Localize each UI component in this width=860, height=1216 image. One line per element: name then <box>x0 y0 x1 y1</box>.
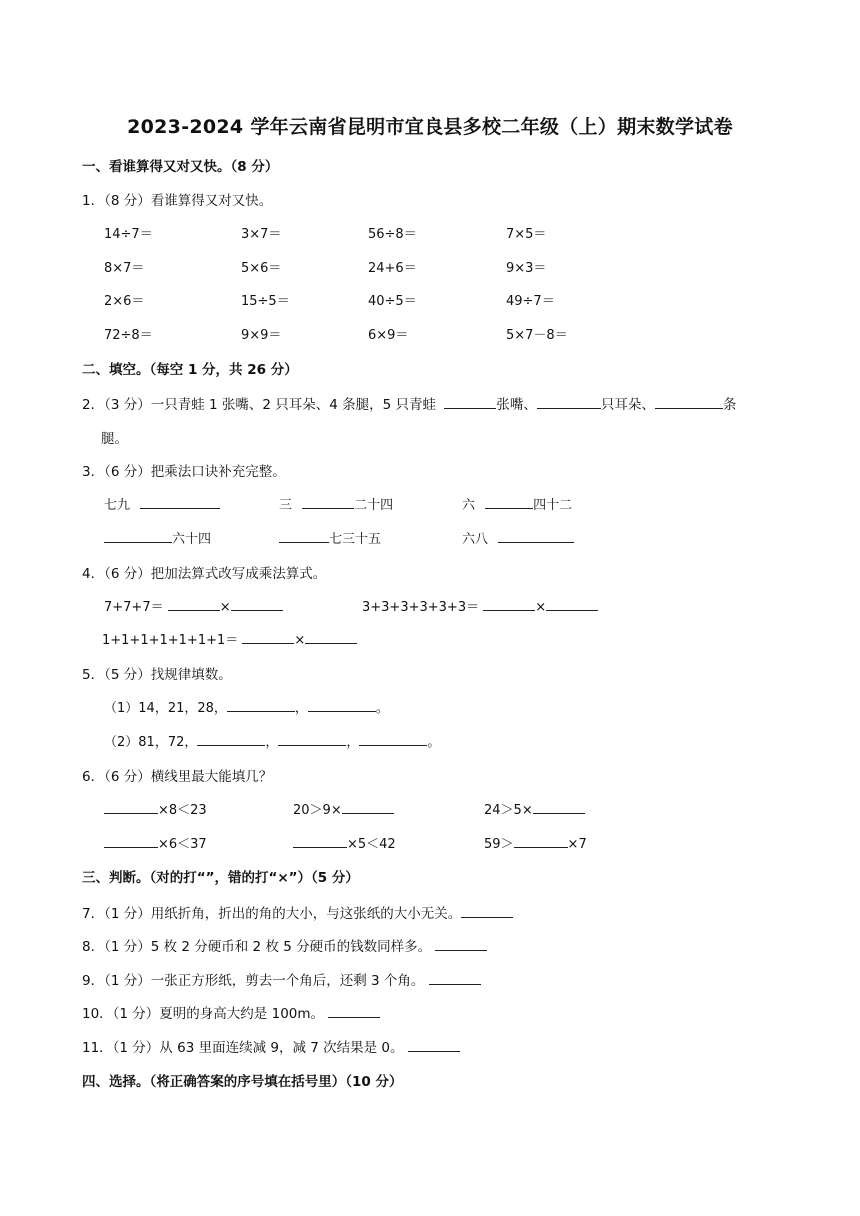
answer-blank[interactable] <box>104 835 158 848</box>
section-3-heading: 三、判断。（对的打“”，错的打“×”）（5 分） <box>82 870 359 886</box>
expression-text: 7+7+7＝ <box>104 600 164 615</box>
times-sign: × <box>294 633 306 648</box>
calc-item: 3×7＝ <box>241 227 282 242</box>
calc-item: 9×9＝ <box>241 328 282 343</box>
judge-question <box>82 1036 460 1056</box>
question-2 <box>82 393 736 413</box>
inequality-text: 24＞5× <box>484 803 533 818</box>
sequence-2 <box>104 731 440 750</box>
question-2-stem: 2．（3 分）一只青蛙 1 张嘴、2 只耳朵、4 条腿，5 只青蛙 <box>82 397 437 413</box>
calc-item: 24+6＝ <box>368 261 417 276</box>
comma: ， <box>265 735 279 750</box>
rhyme-text: 六 <box>462 498 476 513</box>
rhyme-text: 七三十五 <box>329 532 382 547</box>
calc-item: 2×6＝ <box>104 294 145 309</box>
sequence-1 <box>104 697 389 716</box>
comma: ， <box>346 735 360 750</box>
question-2-part: 张嘴、 <box>496 397 537 413</box>
calc-item: 5×6＝ <box>241 261 282 276</box>
calc-item: 15÷5＝ <box>241 294 290 309</box>
answer-blank[interactable] <box>278 733 346 746</box>
calc-item: 5×7－8＝ <box>506 328 568 343</box>
answer-blank[interactable] <box>485 496 533 509</box>
question-1-stem: 1．（8 分）看谁算得又对又快。 <box>82 193 273 209</box>
inequality-text: ×7 <box>567 837 587 852</box>
answer-blank[interactable] <box>227 699 295 712</box>
expression-text: 1+1+1+1+1+1+1＝ <box>102 633 239 648</box>
inequality-text: ×5＜42 <box>347 837 396 852</box>
period: 。 <box>427 735 441 750</box>
answer-blank[interactable] <box>498 530 574 543</box>
calc-item: 7×5＝ <box>506 227 547 242</box>
section-1-heading: 一、看谁算得又对又快。（8 分） <box>82 159 279 175</box>
addition-expression <box>362 596 598 615</box>
answer-blank[interactable] <box>359 733 427 746</box>
answer-blank[interactable] <box>104 801 158 814</box>
rhyme-text: 二十四 <box>354 498 394 513</box>
answer-blank[interactable] <box>242 631 294 644</box>
answer-blank[interactable] <box>308 699 376 712</box>
inequality-item <box>293 833 396 852</box>
calc-item: 9×3＝ <box>506 261 547 276</box>
rhyme-text: 四十二 <box>533 498 573 513</box>
inequality-item <box>484 833 587 852</box>
inequality-text: 20＞9× <box>293 803 342 818</box>
judge-question <box>82 1002 380 1022</box>
answer-blank[interactable] <box>655 396 723 409</box>
section-4-heading: 四、选择。（将正确答案的序号填在括号里）（10 分） <box>82 1074 403 1090</box>
sequence-text: （2）81，72， <box>104 735 198 750</box>
judge-text: 10．（1 分）夏明的身高大约是 100m。 <box>82 1006 325 1022</box>
inequality-text: 59＞ <box>484 837 514 852</box>
answer-blank[interactable] <box>533 801 585 814</box>
answer-blank[interactable] <box>197 733 265 746</box>
judge-text: 8．（1 分）5 枚 2 分硬币和 2 枚 5 分硬币的钱数同样多。 <box>82 939 432 955</box>
judge-question <box>82 969 481 989</box>
inequality-text: ×8＜23 <box>158 803 207 818</box>
section-2-heading: 二、填空。（每空 1 分，共 26 分） <box>82 362 298 378</box>
answer-blank[interactable] <box>140 496 220 509</box>
judge-text: 7．（1 分）用纸折角，折出的角的大小，与这张纸的大小无关。 <box>82 906 462 922</box>
question-3-stem: 3．（6 分）把乘法口诀补充完整。 <box>82 464 286 480</box>
multiplication-rhyme <box>462 494 572 513</box>
answer-blank[interactable] <box>293 835 347 848</box>
answer-blank[interactable] <box>104 530 172 543</box>
judge-text: 11．（1 分）从 63 里面连续减 9，减 7 次结果是 0。 <box>82 1040 404 1056</box>
inequality-item <box>293 799 394 818</box>
answer-blank[interactable] <box>305 631 357 644</box>
answer-blank[interactable] <box>514 835 568 848</box>
question-4-stem: 4．（6 分）把加法算式改写成乘法算式。 <box>82 566 327 582</box>
page-title: 2023-2024 学年云南省昆明市宜良县多校二年级（上）期末数学试卷 <box>127 116 733 138</box>
calc-item: 72÷8＝ <box>104 328 153 343</box>
judge-question <box>82 935 487 955</box>
answer-blank[interactable] <box>279 530 329 543</box>
multiplication-rhyme <box>462 528 574 547</box>
addition-expression <box>102 629 357 648</box>
question-2-part: 只耳朵、 <box>600 397 655 413</box>
judge-question <box>82 902 513 922</box>
sequence-text: （1）14，21，28， <box>104 701 227 716</box>
calc-item: 6×9＝ <box>368 328 409 343</box>
answer-blank[interactable] <box>483 598 535 611</box>
multiplication-rhyme <box>279 528 381 547</box>
calc-item: 14÷7＝ <box>104 227 153 242</box>
calc-item: 40÷5＝ <box>368 294 417 309</box>
inequality-item <box>104 833 207 852</box>
rhyme-text: 六十四 <box>172 532 212 547</box>
answer-blank[interactable] <box>546 598 598 611</box>
rhyme-text: 六八 <box>462 532 489 547</box>
inequality-text: ×6＜37 <box>158 837 207 852</box>
calc-item: 8×7＝ <box>104 261 145 276</box>
calc-item: 49÷7＝ <box>506 294 555 309</box>
multiplication-rhyme <box>279 494 393 513</box>
answer-blank[interactable] <box>342 801 394 814</box>
calc-item: 56÷8＝ <box>368 227 417 242</box>
rhyme-text: 七九 <box>104 498 131 513</box>
times-sign: × <box>535 600 547 615</box>
answer-blank[interactable] <box>444 396 496 409</box>
question-6-stem: 6．（6 分）横线里最大能填几？ <box>82 769 273 785</box>
multiplication-rhyme <box>104 528 211 547</box>
rhyme-text: 三 <box>279 498 293 513</box>
question-2-part: 条 <box>722 397 737 413</box>
judge-text: 9．（1 分）一张正方形纸，剪去一个角后，还剩 3 个角。 <box>82 973 425 989</box>
answer-blank[interactable] <box>429 972 481 985</box>
answer-blank[interactable] <box>168 598 220 611</box>
inequality-item <box>104 799 207 818</box>
answer-blank[interactable] <box>408 1039 460 1052</box>
answer-blank[interactable] <box>302 496 354 509</box>
answer-blank[interactable] <box>537 396 601 409</box>
multiplication-rhyme <box>104 494 220 513</box>
answer-blank[interactable] <box>328 1005 380 1018</box>
comma: ， <box>294 701 308 716</box>
times-sign: × <box>219 600 231 615</box>
expression-text: 3+3+3+3+3+3＝ <box>362 600 480 615</box>
answer-blank[interactable] <box>461 905 513 918</box>
inequality-item <box>484 799 585 818</box>
question-5-stem: 5．（5 分）找规律填数。 <box>82 667 232 683</box>
answer-blank[interactable] <box>435 938 487 951</box>
question-2-continuation: 腿。 <box>101 431 128 447</box>
addition-expression <box>104 596 283 615</box>
period: 。 <box>375 701 389 716</box>
answer-blank[interactable] <box>231 598 283 611</box>
